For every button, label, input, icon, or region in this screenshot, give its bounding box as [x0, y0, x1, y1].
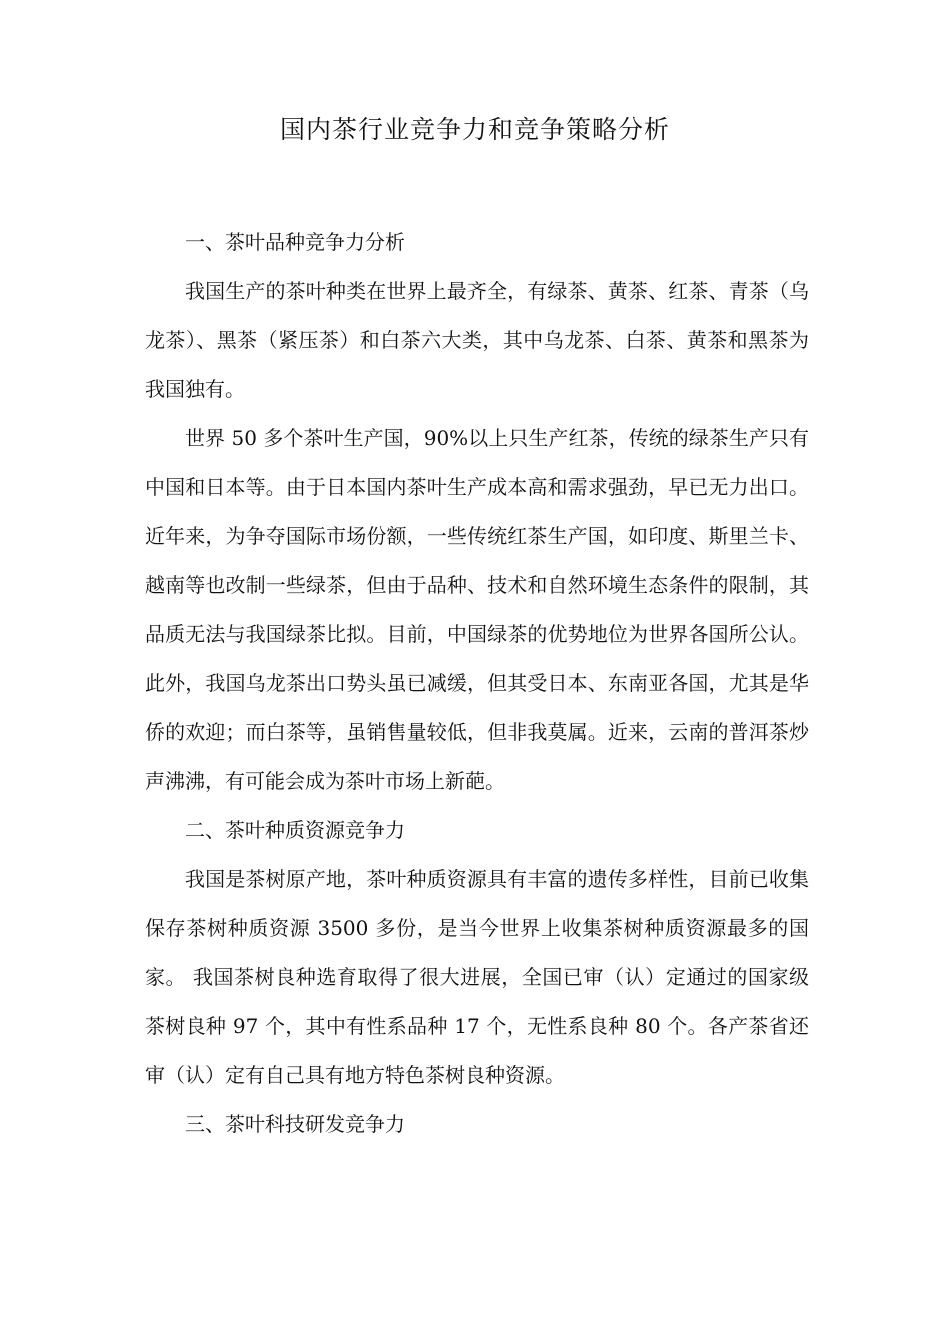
paragraph-germplasm: 我国是茶树原产地，茶叶种质资源具有丰富的遗传多样性，目前已收集保存茶树种质资源 3500 多份，是当今世界上收集茶树种质资源最多的国家。 我国茶树良种选育取得了很大进展，全国已审（认）定通过的国家级茶树良种 97 个，其中有性系品种 17 个，无性系良种 80 个。各产茶省还审（认）定有自己具有地方特色茶树良种资源。	[145, 867, 809, 1087]
section-heading-2: 二、茶叶种质资源竞争力	[185, 818, 405, 842]
section-heading-1: 一、茶叶品种竞争力分析	[185, 230, 405, 254]
paragraph-tea-varieties: 我国生产的茶叶种类在世界上最齐全，有绿茶、黄茶、红茶、青茶（乌龙茶）、黑茶（紧压茶）和白茶六大类，其中乌龙茶、白茶、黄茶和黑茶为我国独有。	[145, 279, 809, 401]
section-heading-3: 三、茶叶科技研发竞争力	[185, 1112, 405, 1136]
document-body	[145, 218, 809, 1149]
document-title: 国内茶行业竞争力和竞争策略分析	[279, 115, 670, 144]
paragraph-world-production: 世界 50 多个茶叶生产国，90%以上只生产红茶，传统的绿茶生产只有中国和日本等。由于日本国内茶叶生产成本高和需求强劲，早已无力出口。近年来，为争夺国际市场份额，一些传统红茶生产国，如印度、斯里兰卡、越南等也改制一些绿茶，但由于品种、技术和自然环境生态条件的限制，其品质无法与我国绿茶比拟。目前，中国绿茶的优势地位为世界各国所公认。此外，我国乌龙茶出口势头虽已减缓，但其受日本、东南亚各国，尤其是华侨的欢迎；而白茶等，虽销售量较低，但非我莫属。近来，云南的普洱茶炒声沸沸，有可能会成为茶叶市场上新葩。	[145, 426, 809, 793]
